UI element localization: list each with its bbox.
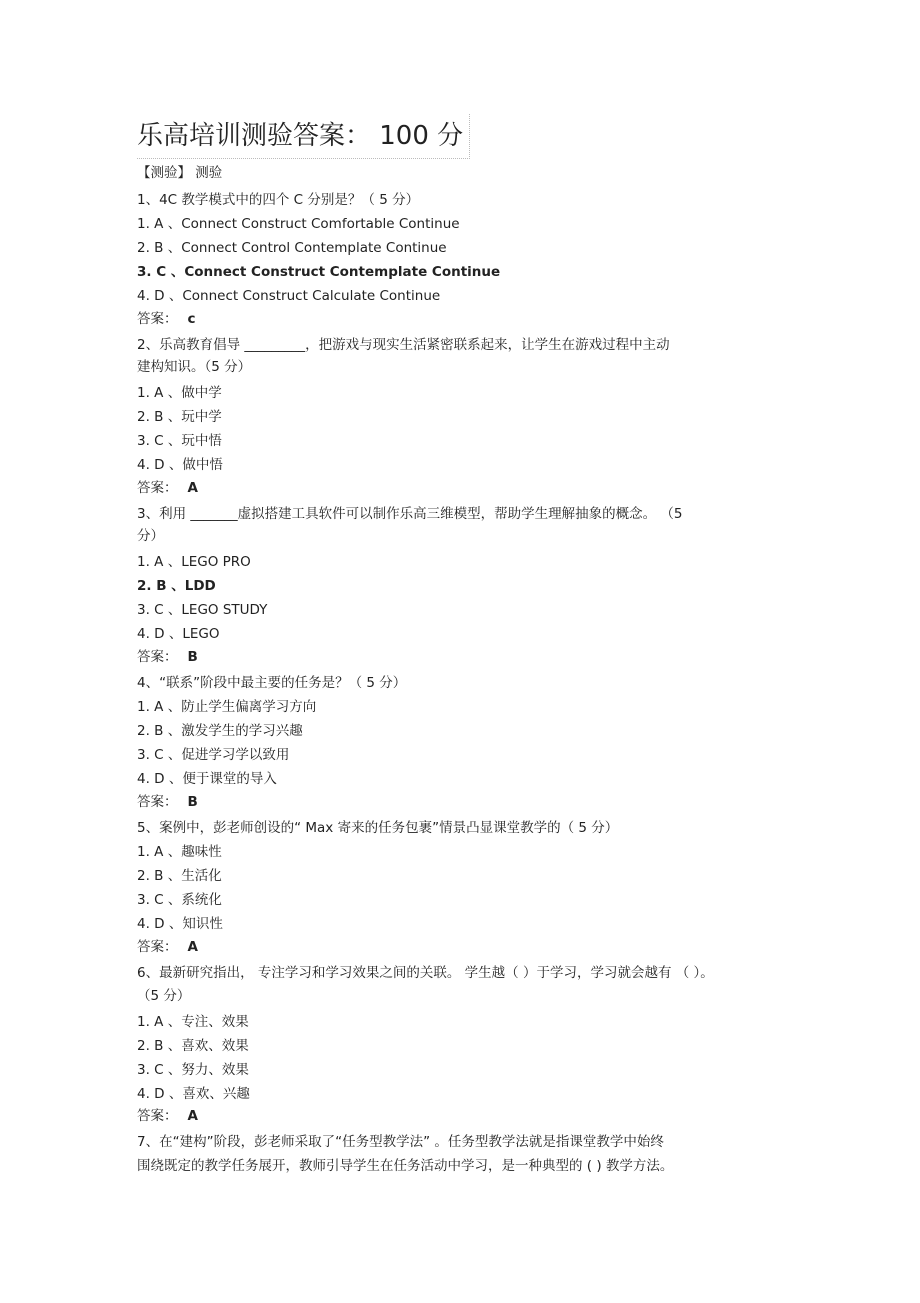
option-1d: 4. D 、Connect Construct Calculate Continue xyxy=(137,288,441,304)
answer-5-value: A xyxy=(187,939,198,955)
option-2a: 1. A 、做中学 xyxy=(137,385,222,401)
option-6c: 3. C 、努力、效果 xyxy=(137,1062,249,1078)
question-2-line-2: 建构知识。（5 分） xyxy=(137,359,252,375)
option-6a: 1. A 、专注、效果 xyxy=(137,1014,249,1030)
option-5b: 2. B 、生活化 xyxy=(137,868,222,884)
option-2d: 4. D 、做中悟 xyxy=(137,457,223,473)
question-6-line-1: 6、最新研究指出， 专注学习和学习效果之间的关联。 学生越（ ）于学习，学习就会越有 （ ）。 xyxy=(137,965,714,981)
answer-label: 答案： xyxy=(137,939,178,955)
option-1c: 3. C 、Connect Construct Contemplate Continue xyxy=(137,264,501,280)
option-2c: 3. C 、玩中悟 xyxy=(137,433,222,449)
question-5: 5、案例中，彭老师创设的“ Max 寄来的任务包裹”情景凸显课堂教学的（ 5 分） xyxy=(137,820,619,836)
question-7-line-2: 围绕既定的教学任务展开，教师引导学生在任务活动中学习，是一种典型的 ( ) 教学方法。 xyxy=(137,1158,674,1174)
question-7-line-1: 7、在“建构”阶段，彭老师采取了“任务型教学法” 。任务型教学法就是指课堂教学中始终 xyxy=(137,1134,664,1150)
answer-4-value: B xyxy=(187,794,198,810)
option-5a: 1. A 、趣味性 xyxy=(137,844,222,860)
question-4: 4、“联系”阶段中最主要的任务是？（ 5 分） xyxy=(137,675,407,691)
answer-1 xyxy=(137,309,196,329)
option-3a: 1. A 、LEGO PRO xyxy=(137,554,251,570)
option-3b: 2. B 、LDD xyxy=(137,578,216,594)
option-4a: 1. A 、防止学生偏离学习方向 xyxy=(137,699,317,715)
answer-label: 答案： xyxy=(137,311,178,327)
option-6b: 2. B 、喜欢、效果 xyxy=(137,1038,249,1054)
answer-6 xyxy=(137,1106,198,1126)
page-title: 乐高培训测验答案： 100 分 xyxy=(137,114,470,159)
answer-label: 答案： xyxy=(137,480,178,496)
option-6d: 4. D 、喜欢、兴趣 xyxy=(137,1086,250,1102)
option-4b: 2. B 、激发学生的学习兴趣 xyxy=(137,723,303,739)
answer-4 xyxy=(137,792,198,812)
question-1: 1、4C 教学模式中的四个 C 分别是？（ 5 分） xyxy=(137,192,420,208)
answer-label: 答案： xyxy=(137,649,178,665)
option-2b: 2. B 、玩中学 xyxy=(137,409,222,425)
option-3c: 3. C 、LEGO STUDY xyxy=(137,602,268,618)
question-3-line-1: 3、利用 _______虚拟搭建工具软件可以制作乐高三维模型，帮助学生理解抽象的概念。 （5 xyxy=(137,506,683,522)
answer-label: 答案： xyxy=(137,794,178,810)
option-4c: 3. C 、促进学习学以致用 xyxy=(137,747,290,763)
answer-1-value: c xyxy=(187,311,196,327)
question-6-line-2: （5 分） xyxy=(137,988,191,1004)
option-1b: 2. B 、Connect Control Contemplate Continue xyxy=(137,240,447,256)
question-3-line-2: 分） xyxy=(137,528,164,544)
option-3d: 4. D 、LEGO xyxy=(137,626,220,642)
section-heading: 【测验】 测验 xyxy=(137,165,223,181)
answer-3 xyxy=(137,647,198,667)
answer-label: 答案： xyxy=(137,1108,178,1124)
question-2-line-1: 2、乐高教育倡导 _________，把游戏与现实生活紧密联系起来，让学生在游戏过程中主动 xyxy=(137,337,670,353)
answer-6-value: A xyxy=(187,1108,198,1124)
option-1a: 1. A 、Connect Construct Comfortable Continue xyxy=(137,216,460,232)
answer-2 xyxy=(137,478,198,498)
answer-2-value: A xyxy=(187,480,198,496)
answer-5 xyxy=(137,937,198,957)
option-4d: 4. D 、便于课堂的导入 xyxy=(137,771,277,787)
option-5d: 4. D 、知识性 xyxy=(137,916,223,932)
answer-3-value: B xyxy=(187,649,198,665)
option-5c: 3. C 、系统化 xyxy=(137,892,222,908)
